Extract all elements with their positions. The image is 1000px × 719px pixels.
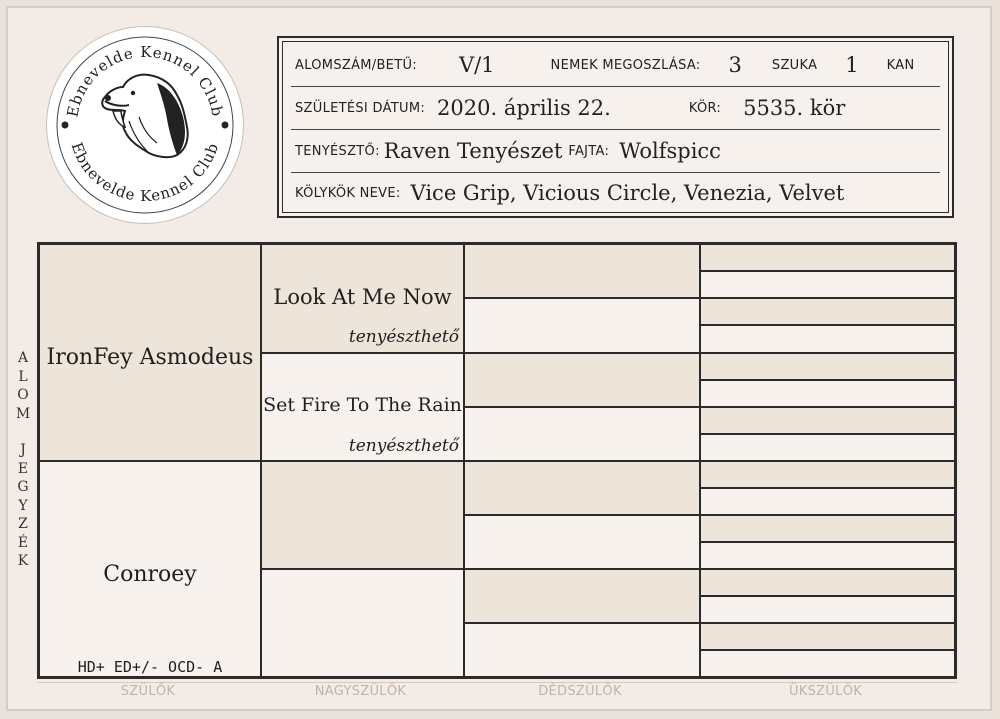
dog-head-icon (102, 75, 187, 158)
great-grandparent-cell (464, 353, 700, 407)
puppies-row (291, 172, 940, 214)
sire-dam-name: Set Fire To The Rain (263, 394, 462, 416)
side-label-gap (14, 423, 32, 441)
generation-labels (37, 682, 957, 703)
dam-sire-cell (261, 461, 464, 569)
great-great-grandparent-cell (700, 623, 955, 650)
pedigree-grid (37, 242, 957, 679)
great-grandparent-cell (464, 407, 700, 461)
great-great-grandparent-cell (700, 596, 955, 623)
great-great-grandparent-cell (700, 650, 955, 677)
dam-cell (39, 461, 261, 677)
side-label-char: O (17, 387, 29, 403)
great-great-grandparent-cell (700, 488, 955, 515)
great-great-grandparent-cell (700, 461, 955, 488)
gen-label-parents: SZÜLŐK (120, 684, 176, 699)
sire-dam-cell (261, 353, 464, 461)
great-great-grandparent-cell (700, 569, 955, 596)
gen-label-grandparents: NAGYSZÜLŐK (314, 684, 407, 699)
great-great-grandparent-cell (700, 515, 955, 542)
birth-date-label: SZÜLETÉSI DÁTUM: (295, 100, 426, 116)
sire-dam-title: tenyészthető (348, 436, 459, 456)
males-label: KAN (886, 57, 915, 73)
great-grandparent-cell (464, 515, 700, 569)
breed-value: Wolfspicc (619, 139, 721, 163)
sire-sire-name: Look At Me Now (273, 285, 452, 309)
great-great-grandparent-cell (700, 380, 955, 407)
litter-id-label: ALOMSZÁM/BETŰ: (295, 57, 417, 73)
great-great-grandparent-cell (700, 353, 955, 380)
litter-info-box (277, 36, 954, 218)
great-great-grandparent-cell (700, 325, 955, 353)
great-great-grandparent-cell (700, 434, 955, 461)
great-grandparent-cell (464, 623, 700, 677)
dam-name: Conroey (103, 562, 197, 587)
breed-label: FAJTA: (568, 143, 610, 159)
side-label (14, 349, 32, 571)
club-name-bottom: Ebnevelde Kennel Club (67, 140, 223, 206)
side-label-char: G (17, 479, 29, 495)
side-label-char: A (17, 350, 29, 366)
puppies-value: Vice Grip, Vicious Circle, Venezia, Velvet (410, 181, 845, 205)
great-great-grandparent-cell (700, 407, 955, 434)
litter-id-row (291, 44, 940, 87)
great-grandparent-cell (464, 461, 700, 515)
breeder-value: Raven Tenyészet (383, 139, 563, 163)
males-count: 1 (845, 53, 859, 77)
great-great-grandparent-cell (700, 542, 955, 569)
females-count: 3 (728, 53, 742, 77)
breeder-row (291, 130, 940, 173)
sire-cell (39, 244, 261, 461)
side-label-char: J (20, 442, 26, 458)
side-label-char: M (15, 405, 31, 422)
puppies-label: KÖLYKÖK NEVE: (295, 185, 401, 201)
sire-sire-title: tenyészthető (348, 327, 459, 347)
great-great-grandparent-cell (700, 271, 955, 298)
dam-dam-cell (261, 569, 464, 677)
birth-date-value: 2020. április 22. (437, 96, 611, 120)
great-great-grandparent-cell (700, 244, 955, 271)
great-grandparent-cell (464, 244, 700, 298)
side-label-char: Y (18, 497, 28, 514)
dam-health: HD+ ED+/- OCD- A (77, 658, 223, 676)
breeder-label: TENYÉSZTŐ: (295, 143, 380, 159)
sex-split-label: NEMEK MEGOSZLÁSA: (550, 57, 701, 73)
great-grandparent-cell (464, 569, 700, 623)
great-grandparent-cell (464, 298, 700, 353)
great-great-grandparent-cell (700, 298, 955, 325)
gen-label-great-grandparents: DÉDSZÜLŐK (538, 684, 622, 699)
side-label-char: É (17, 534, 29, 551)
side-label-char: E (17, 460, 29, 477)
gen-label-great-great-grandparents: ÜKSZÜLŐK (788, 684, 863, 699)
club-name-top: Ebnevelde Kennel Club (63, 42, 227, 119)
round-label: KÖR: (688, 100, 722, 116)
birth-row (291, 87, 940, 130)
side-label-char: K (17, 553, 29, 569)
side-label-char: L (18, 368, 28, 385)
females-label: SZUKA (771, 57, 818, 73)
litter-id-value: V/1 (458, 53, 495, 77)
sire-name: IronFey Asmodeus (46, 345, 254, 370)
club-logo (46, 26, 244, 224)
side-label-char: Z (18, 516, 28, 532)
round-value: 5535. kör (743, 96, 846, 120)
sire-sire-cell (261, 244, 464, 353)
